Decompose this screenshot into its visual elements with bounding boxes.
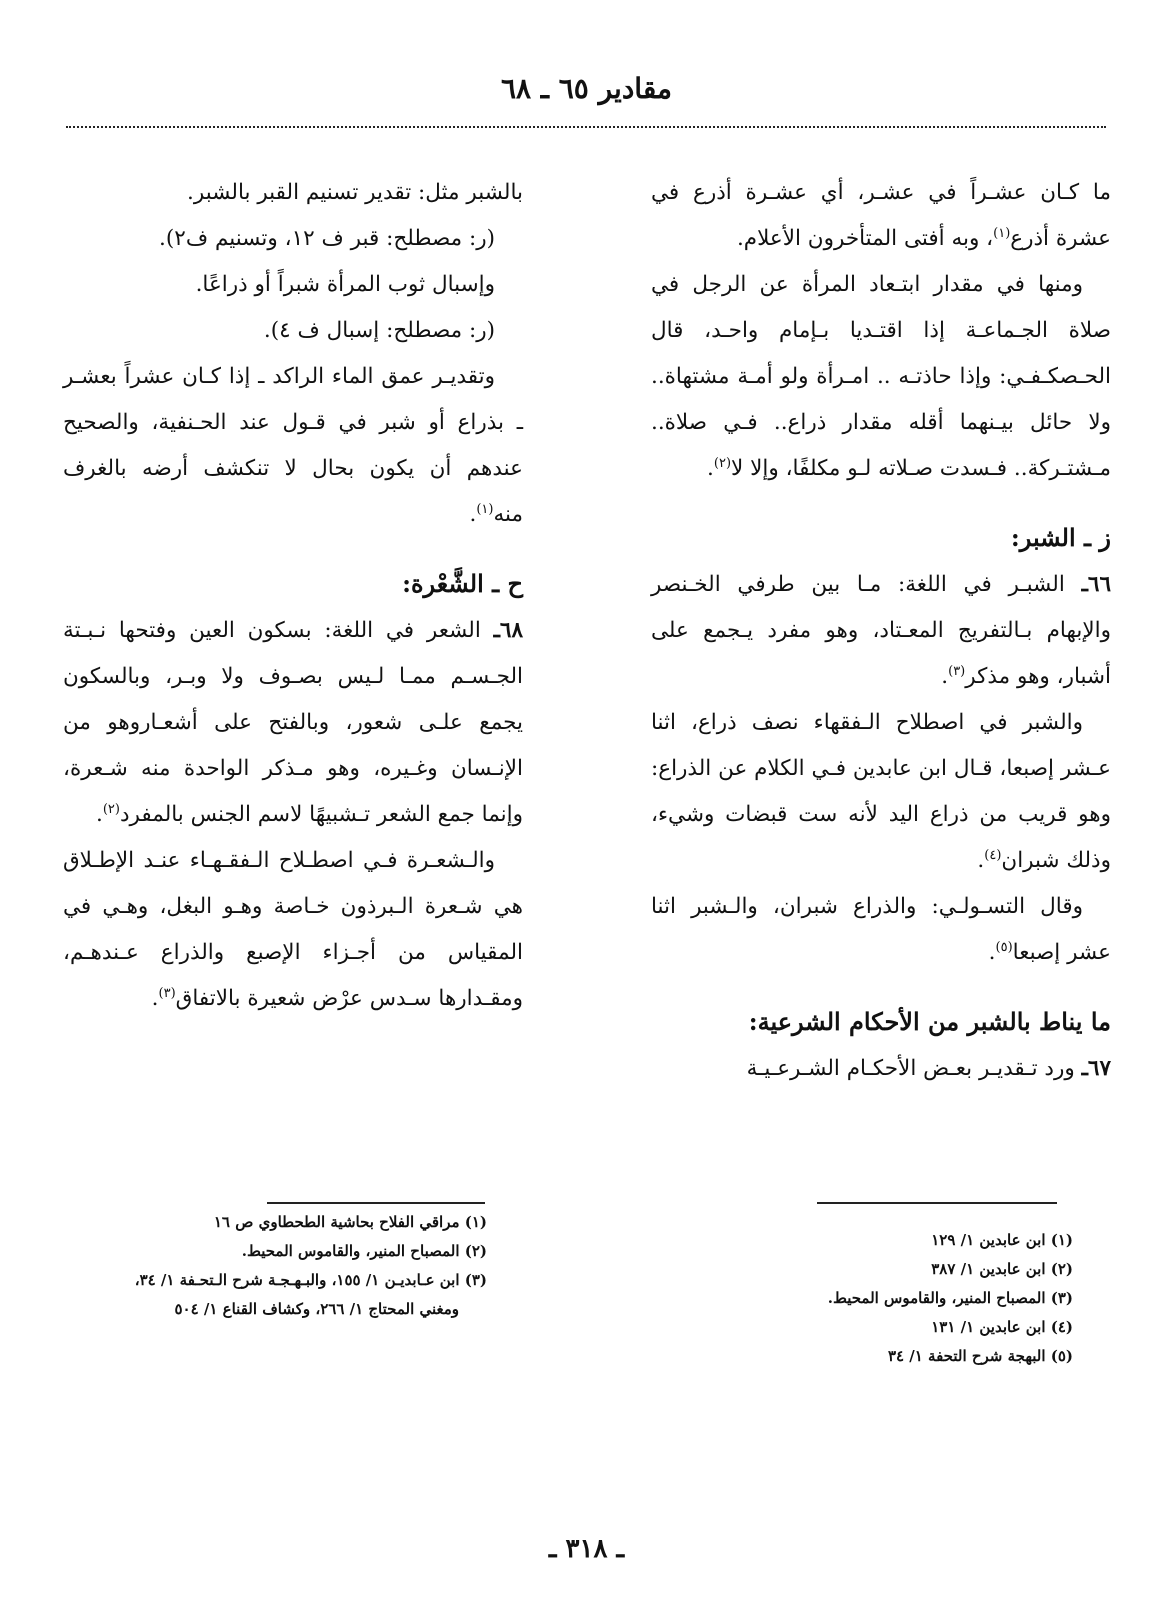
paragraph: ومنها في مقدار ابتـعاد المرأة عن الرجل في صلاة الجـماعـة إذا اقتـديا بـإمام واحـد، قال الحـصكـفـي: وإذا حاذتـه .. امـرأة ولو أمـة مشتهاة.. ولا حائل بيـنهما أقله مقدار ذراع.. فـي صلاة.. مـشتـركة.. فـسدت صـلاته لـو مكلفًا، وإلا لا$^{(٢)}$. — [651, 272, 1111, 481]
footnote-ref: (٤) — [984, 847, 1002, 863]
paragraph: والـشعـرة فـي اصطـلاح الـفقـهـاء عنـد الإطـلاق هي شـعرة الـبرذون خـاصة وهـو البغل، وهـي في المقياس من أجـزاء الإصبع والذراع عـندهـم، ومقـدارها سـدس عرْض شعيرة بالاتفاق$^{(٣)}$. — [63, 848, 523, 1011]
page-number: ـ ٣١٨ ـ — [548, 1534, 625, 1564]
header-dotted-divider — [66, 126, 1106, 128]
section-heading: ح ـ الشَّعْرة: — [402, 569, 523, 598]
footnote-ref: (٢) — [102, 801, 120, 817]
footnote-ref: (٢) — [713, 455, 732, 471]
paragraph: ٦٦ـ الشبـر في اللغة: مـا بين طرفي الخـنصر والإبهام بـالتفريج المعـتاد، وهو مفرد يـجمع على أشبار، وهو مذكر$^{(٣)}$. — [651, 572, 1111, 689]
footnote: (١) مراقي الفلاح بحاشية الطحطاوي ص ١٦ — [213, 1213, 487, 1231]
left-column — [63, 170, 523, 1022]
paragraph-number: ٦٦ـ — [1081, 572, 1111, 597]
footnote-continuation: ومغني المحتاج ١/ ٢٦٦، وكشاف القناع ١/ ٥٠٤ — [174, 1300, 459, 1318]
right-column — [651, 170, 1111, 1092]
paragraph-number: ٦٨ـ — [493, 618, 523, 643]
footnote: (٢) المصباح المنير، والقاموس المحيط. — [241, 1242, 487, 1260]
section-heading: ز ـ الشبر: — [1010, 523, 1111, 552]
footnote-divider — [817, 1202, 1057, 1204]
footnote-ref: (١) — [993, 225, 1011, 241]
section-heading: ما يناط بالشبر من الأحكام الشرعية: — [748, 1007, 1111, 1036]
paragraph: بالشبر مثل: تقدير تسنيم القبر بالشبر. — [187, 180, 523, 205]
footnote-ref: (١) — [476, 501, 494, 517]
paragraph: وإسبال ثوب المرأة شبراً أو ذراعًا. — [195, 272, 495, 297]
paragraph: والشبر في اصطلاح الـفقهاء نصف ذراع، اثنا عـشر إصبعا، قـال ابن عابدين فـي الكلام عن الذراع: وهو قريب من ذراع اليد لأنه ست قبضات وشيء، وذلك شبران$^{(٤)}$. — [651, 710, 1111, 873]
footnote-ref: (٥) — [995, 939, 1013, 955]
paragraph: ٦٧ـ ورد تـقديـر بعـض الأحكـام الشـرعـيـة — [746, 1056, 1111, 1081]
footnote-ref: (٣) — [158, 985, 176, 1001]
paragraph: (ر: مصطلح: قبر ف ١٢، وتسنيم ف٢). — [159, 226, 495, 251]
paragraph: ٦٨ـ الشعر في اللغة: بسكون العين وفتحها نـبـتة الجـسـم ممـا لـيس بصـوف ولا وبـر، وبالسكون يجمع علـى شعور، وبالفتح على أشعـاروهو من الإنـسان وغـيره، وهو مـذكر الواحدة منه شـعرة، وإنما جمع الشعر تـشبيهًا لاسم الجنس بالمفرد$^{(٢)}$. — [63, 618, 523, 827]
footnote: (٥) البهجة شرح التحفة ١/ ٣٤ — [887, 1347, 1073, 1365]
page-header-title: مقادير ٦٥ ـ ٦٨ — [500, 72, 672, 105]
footnote: (٤) ابن عابدين ١/ ١٣١ — [931, 1318, 1073, 1336]
footnote: (٣) ابن عـابديـن ١/ ١٥٥، والبـهـجـة شرح الـتحـفة ١/ ٣٤، — [134, 1271, 487, 1289]
footnote: (١) ابن عابدين ١/ ١٢٩ — [931, 1231, 1073, 1249]
paragraph: (ر: مصطلح: إسبال ف ٤). — [263, 318, 495, 343]
footnote: (٢) ابن عابدين ١/ ٣٨٧ — [931, 1260, 1073, 1278]
footnotes-left — [27, 1208, 487, 1324]
footnote-ref: (٣) — [948, 663, 966, 679]
footnotes-right — [743, 1226, 1073, 1371]
paragraph: وقال التسـولـي: والذراع شبران، والـشبر اثنا عشر إصبعا$^{(٥)}$. — [651, 894, 1111, 965]
paragraph-number: ٦٧ـ — [1081, 1056, 1111, 1081]
footnote: (٣) المصباح المنير، والقاموس المحيط. — [827, 1289, 1073, 1307]
paragraph: وتقديـر عمق الماء الراكد ـ إذا كـان عشراً بعشـر ـ بذراع أو شبر في قـول عند الحـنفية، والصحيح عندهم أن يكون بحال لا تنكشف أرضه بالغرف منه$^{(١)}$. — [63, 364, 523, 527]
footnote-divider — [267, 1202, 485, 1204]
paragraph: ما كـان عشـراً في عشـر، أي عشـرة أذرع في عشرة أذرع$^{(١)}$، وبه أفتى المتأخرون الأعلام. — [651, 180, 1111, 251]
